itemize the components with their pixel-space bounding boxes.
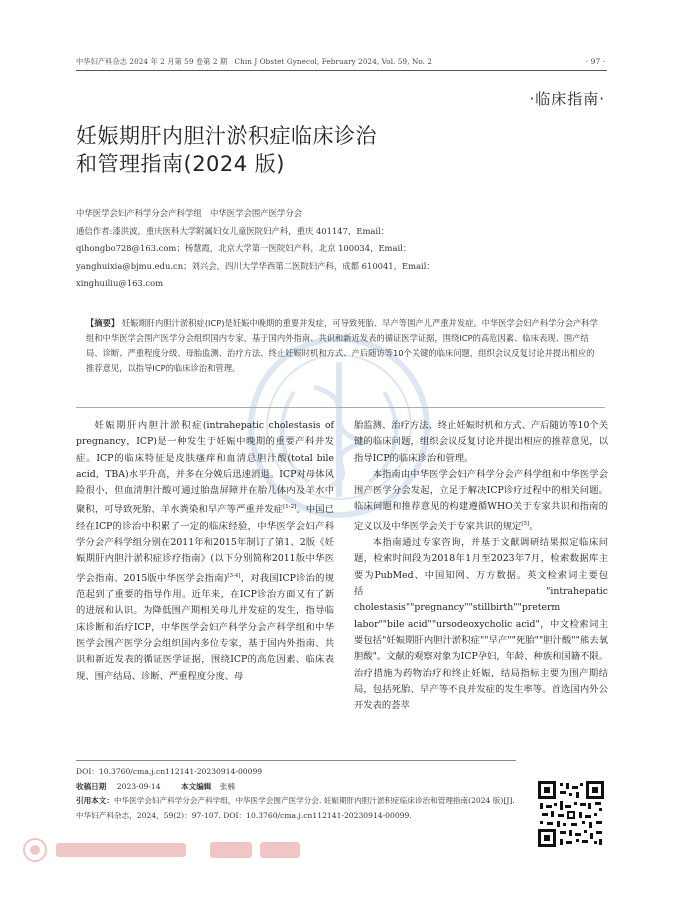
editor-label: 本文编辑 [181,781,212,791]
body-paragraph: 胎监测、治疗方法、终止妊娠时机和方式、产后随访等10个关键的临床问题，组织会议反复讨论并提出相应的推荐意见，以指导ICP的临床诊治和管理。 [354,420,608,464]
article-title [76,122,377,178]
citation: [5] [521,520,530,527]
citation-block [76,794,521,823]
corresponding-author-line: 通信作者:漆洪波，重庆医科大学附属妇女儿童医院妇产科，重庆 401147，Email： [76,225,390,236]
body-text: 。中国已经在ICP的诊治中积累了一定的临床经验，中华医学会妇产科学分会产科学组分别在2011年和2015年制订了第1、2版《妊娠期肝内胆汁淤积症诊疗指南》(以下分别简称2011版中华医学会指南、2015版中华医学会指南) [76,504,334,584]
body-text: ，对我国ICP诊治的规范起到了重要的指导作用。近年来，在ICP诊治方面又有了新的进展和认识。为降低围产期相关母儿并发症的发生，指导临床诊断和治疗ICP，中华医学会妇产科学分会产科学组和中华医学会围产医学分会组织国内多位专家，基于国内外指南、共识和新近发表的循证医学证据，围绕ICP的高危因素、临床表现、围产结局、诊断、严重程度分度、母 [76,572,334,682]
body-paragraph: 本指南通过专家咨询，并基于文献调研结果拟定临床问题，检索时间段为2018年1月至2023年7月，检索数据库主要为PubMed、中国知网、万方数据。英文检索词主要包括"intrahepatic cholestasis""pregnancy""stillbirth""preterm labor""bile acid""ursodeoxycholic acid"，中文检索词主要包括"妊娠期肝内胆汁淤积症""早产""死胎""胆汁酸""熊去氧胆酸"。文献的观察对象为ICP孕妇，年龄、种族和国籍不限。治疗措施为药物治疗和终止妊娠，结局指标主要为围产期结局，包括死胎、早产等不良并发症的发生率等。首选国内外公开发表的荟萃 [354,537,608,712]
title-line-2: 和管理指南(2024 版) [76,152,286,176]
received-label: 收稿日期 [76,781,107,791]
header-rule [76,70,607,71]
corresponding-author-line: qihongbo728@163.com；杨慧霞，北京大学第一医院妇产科，北京 100034，Email： [76,243,412,253]
abstract-divider [76,407,605,408]
citation-text: 中华医学会妇产科学分会产科学组，中华医学会围产医学分会. 妊娠期肝内胆汁淤积症临床诊治和管理指南(2024 版)[J]. 中华妇产科杂志，2024，59(2)：97-107. DOI：10.3760/cma.j.cn112141-20230914-00099. [76,796,515,820]
page-number: · 97 · [585,57,605,66]
doi: DOI：10.3760/cma.j.cn112141-20230914-00099 [76,767,263,776]
qr-code [538,781,604,847]
abstract-text: 妊娠期肝内胆汁淤积症(ICP)是妊娠中晚期的重要并发症，可导致死胎、早产等围产儿严重并发症。中华医学会妇产科学分会产科学组和中华医学会围产医学分会组织国内专家，基于国内外指南、共识和新近发表的循证医学证据，围绕ICP的高危因素、临床表现、围产结局、诊断、严重程度分级、母胎监测、治疗方法、终止妊娠时机和方式、产后随访等10个关键的临床问题，组织会议反复讨论并提出相应的推荐意见，以指导ICP的临床诊治和管理。 [86,318,598,374]
body-text: 本指南由中华医学会妇产科学分会产科学组和中华医学会围产医学分会发起，立足于解决ICP诊疗过程中的相关问题。临床问题和推荐意见的构建遵循WHO关于专家共识和指南的定义以及中华医学会关于专家共识的规定 [354,468,608,532]
title-line-1: 妊娠期肝内胆汁淤积症临床诊治 [76,124,377,148]
editor-name: 张楠 [219,781,235,791]
body-paragraph [76,418,334,685]
citation-label: 引用本文： [76,796,114,806]
journal-header: 中华妇产科杂志 2024 年 2 月第 59 卷第 2 期 Chin J Obstet Gynecol, February 2024, Vol. 59, No. 2 [76,57,433,66]
author-block [76,205,606,293]
body-paragraph [354,467,608,535]
abstract [86,316,598,376]
dates-line [76,780,521,795]
article-footer [76,765,521,823]
corresponding-author-line: xinghuiliu@163.com [76,278,164,288]
body-column-left [76,418,334,685]
abstract-label: 【摘要】 [86,318,120,328]
corresponding-author-line: yanghuixia@bjmu.edu.cn；刘兴会，四川大学华西第二医院妇产科，成都 610041，Email： [76,260,435,271]
publisher-logo-strip [20,835,410,865]
body-text: 。 [529,520,539,532]
body-column-right [354,418,608,714]
citation: [3-4] [227,572,241,579]
body-text: 妊娠期肝内胆汁淤积症(intrahepatic cholestasis of pregnancy，ICP)是一种发生于妊娠中晚期的重要产科并发症。ICP的临床特征是皮肤瘙痒和血清总胆汁酸(total bile acid，TBA)水平升高，并多在分娩后迅速消退。ICP对母体风险很小，但血清胆汁酸可通过胎盘屏障并在胎儿体内及羊水中聚积，可导致死胎、羊水粪染和早产等严重并发症 [76,420,334,516]
footer-rule [76,760,516,761]
author-groups: 中华医学会妇产科学分会产科学组 中华医学会围产医学分会 [76,208,303,218]
received-date: 2023-09-14 [116,781,161,791]
section-label: ·临床指南· [529,90,605,108]
citation: [1-2] [283,504,297,511]
